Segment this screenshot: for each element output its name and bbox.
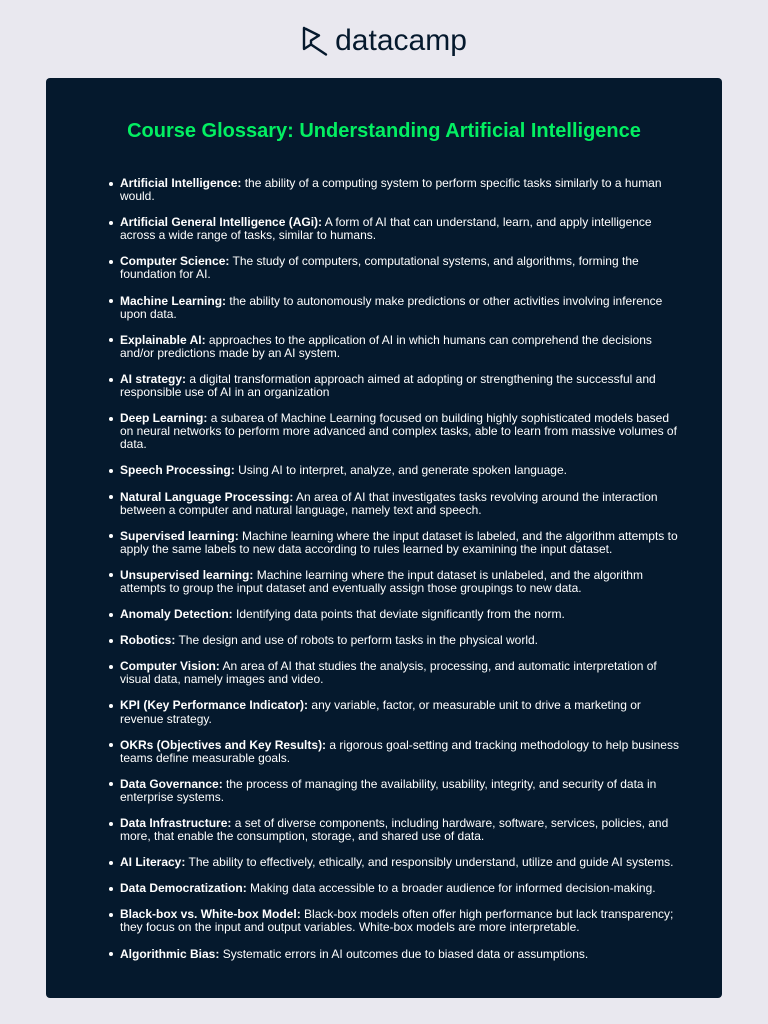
bullet-icon: [109, 743, 113, 747]
glossary-item-kpi: [120, 699, 682, 725]
bullet-icon: [109, 534, 113, 538]
glossary-definition: Identifying data points that deviate significantly from the norm.: [236, 607, 565, 622]
glossary-term: OKRs (Objectives and Key Results):: [120, 737, 327, 752]
header: [0, 24, 768, 58]
glossary-definition: Machine learning where the input dataset is labeled, and the algorithm attempts to apply the same labels to new data according to rules learned by examining the input dataset.: [120, 528, 678, 556]
glossary-term: Computer Vision:: [120, 659, 220, 674]
glossary-item-robotics: [120, 634, 682, 647]
glossary-item-computer-science: [120, 255, 682, 281]
glossary-term: Robotics:: [120, 633, 176, 648]
bullet-icon: [109, 417, 113, 421]
glossary-term: AI Literacy:: [120, 855, 186, 870]
glossary-term: Machine Learning:: [120, 293, 227, 308]
glossary-item-anomaly-detection: [120, 608, 682, 621]
glossary-term: Artificial General Intelligence (AGi):: [120, 215, 323, 230]
glossary-definition: approaches to the application of AI in which humans can comprehend the decisions and/or predictions made by an AI system.: [120, 332, 652, 360]
bullet-icon: [109, 378, 113, 382]
glossary-term: Data Infrastructure:: [120, 816, 232, 830]
bullet-icon: [109, 260, 113, 264]
glossary-term: Deep Learning:: [120, 411, 208, 426]
bullet-icon: [109, 469, 113, 473]
bullet-icon: [109, 822, 113, 826]
glossary-item-data-governance: [120, 778, 682, 804]
glossary-item-artificial-general-intelligence: [120, 216, 682, 242]
bullet-icon: [109, 782, 113, 786]
glossary-definition: the process of managing the availability, usability, integrity, and security of data in enterprise systems.: [120, 776, 657, 804]
glossary-term: Data Democratization:: [120, 881, 247, 896]
glossary-definition: a digital transformation approach aimed at adopting or strengthening the successful and responsible use of AI in an organization: [120, 371, 656, 400]
glossary-item-natural-language-processing: [120, 491, 682, 517]
bullet-icon: [109, 887, 113, 891]
page-title: Course Glossary: Understanding Artificial Intelligence: [127, 120, 641, 142]
datacamp-logo: [301, 24, 467, 58]
glossary-term: Data Governance:: [120, 776, 223, 791]
bullet-icon: [109, 573, 113, 577]
glossary-term: Explainable AI:: [120, 332, 206, 347]
glossary-term: Anomaly Detection:: [120, 607, 233, 622]
bullet-icon: [109, 639, 113, 643]
glossary-item-data-infrastructure: [120, 817, 682, 843]
glossary-definition: A form of AI that can understand, learn, and apply intelligence across a wide range of tasks, similar to humans.: [120, 215, 652, 243]
glossary-item-okrs: [120, 739, 682, 765]
glossary-item-data-democratization: [120, 882, 682, 895]
bullet-icon: [109, 952, 113, 956]
glossary-item-ai-literacy: [120, 856, 682, 869]
glossary-item-algorithmic-bias: [120, 948, 682, 961]
glossary-item-speech-processing: [120, 464, 682, 477]
bullet-icon: [109, 338, 113, 342]
glossary-term: Unsupervised learning:: [120, 567, 254, 582]
bullet-icon: [109, 299, 113, 303]
glossary-item-black-box-vs-white-box-model: [120, 908, 682, 934]
glossary-item-deep-learning: [120, 412, 682, 451]
glossary-definition: The study of computers, computational systems, and algorithms, forming the foundation for AI.: [120, 254, 639, 282]
glossary-definition: An area of AI that studies the analysis, processing, and automatic interpretation of visual data, namely images and video.: [120, 659, 657, 687]
bullet-icon: [109, 495, 113, 499]
glossary-term: Supervised learning:: [120, 528, 239, 543]
glossary-item-supervised-learning: [120, 530, 682, 556]
glossary-definition: any variable, factor, or measurable unit to drive a marketing or revenue strategy.: [120, 698, 641, 726]
glossary-definition: An area of AI that investigates tasks revolving around the interaction between a computer and natural language, namely text and speech.: [120, 489, 658, 517]
glossary-term: Natural Language Processing:: [120, 489, 294, 504]
bullet-icon: [109, 182, 113, 186]
glossary-definition: the ability to autonomously make predictions or other activities involving inference upon data.: [120, 293, 663, 321]
bullet-icon: [109, 861, 113, 865]
glossary-item-ai-strategy: [120, 373, 682, 399]
glossary-item-artificial-intelligence: [120, 177, 682, 203]
glossary-list: [120, 177, 682, 961]
glossary-definition: Systematic errors in AI outcomes due to biased data or assumptions.: [222, 946, 589, 961]
glossary-definition: Using AI to interpret, analyze, and generate spoken language.: [238, 463, 567, 478]
glossary-term: Black-box vs. White-box Model:: [120, 907, 301, 922]
glossary-item-unsupervised-learning: [120, 569, 682, 595]
glossary-term: Computer Science:: [120, 254, 230, 269]
glossary-item-computer-vision: [120, 660, 682, 686]
glossary-term: Algorithmic Bias:: [120, 946, 220, 961]
bullet-icon: [109, 665, 113, 669]
glossary-definition: The design and use of robots to perform tasks in the physical world.: [178, 633, 538, 648]
bullet-icon: [109, 221, 113, 225]
glossary-definition: a subarea of Machine Learning focused on building highly sophisticated models based on neural networks to perform more advanced and complex tasks, able to learn from massive volumes of data.: [120, 411, 677, 452]
bullet-icon: [109, 704, 113, 708]
glossary-definition: a set of diverse components, including hardware, software, services, policies, and more, that enable the consumption, storage, and shared use of data.: [120, 816, 669, 844]
glossary-term: Speech Processing:: [120, 463, 235, 478]
glossary-definition: Machine learning where the input dataset is unlabeled, and the algorithm attempts to group the input dataset and eventually assign those groupings to new data.: [120, 567, 643, 595]
glossary-term: KPI (Key Performance Indicator):: [120, 698, 309, 713]
bullet-icon: [109, 613, 113, 617]
glossary-definition: The ability to effectively, ethically, and responsibly understand, utilize and guide AI systems.: [188, 855, 674, 870]
glossary-definition: the ability of a computing system to perform specific tasks similarly to a human would.: [120, 176, 662, 204]
glossary-definition: a rigorous goal-setting and tracking methodology to help business teams define measurable goals.: [120, 737, 679, 765]
glossary-term: Artificial Intelligence:: [120, 176, 242, 190]
datacamp-logo-icon: [301, 25, 329, 57]
glossary-item-explainable-ai: [120, 334, 682, 360]
logo-wordmark: datacamp: [335, 24, 467, 57]
glossary-definition: Black-box models often offer high performance but lack transparency; they focus on the input and output variables. White-box models are more interpretable.: [120, 907, 674, 935]
glossary-term: AI strategy:: [120, 371, 187, 386]
glossary-item-machine-learning: [120, 295, 682, 321]
glossary-definition: Making data accessible to a broader audience for informed decision-making.: [250, 881, 656, 896]
glossary-card: [46, 78, 722, 998]
bullet-icon: [109, 913, 113, 917]
